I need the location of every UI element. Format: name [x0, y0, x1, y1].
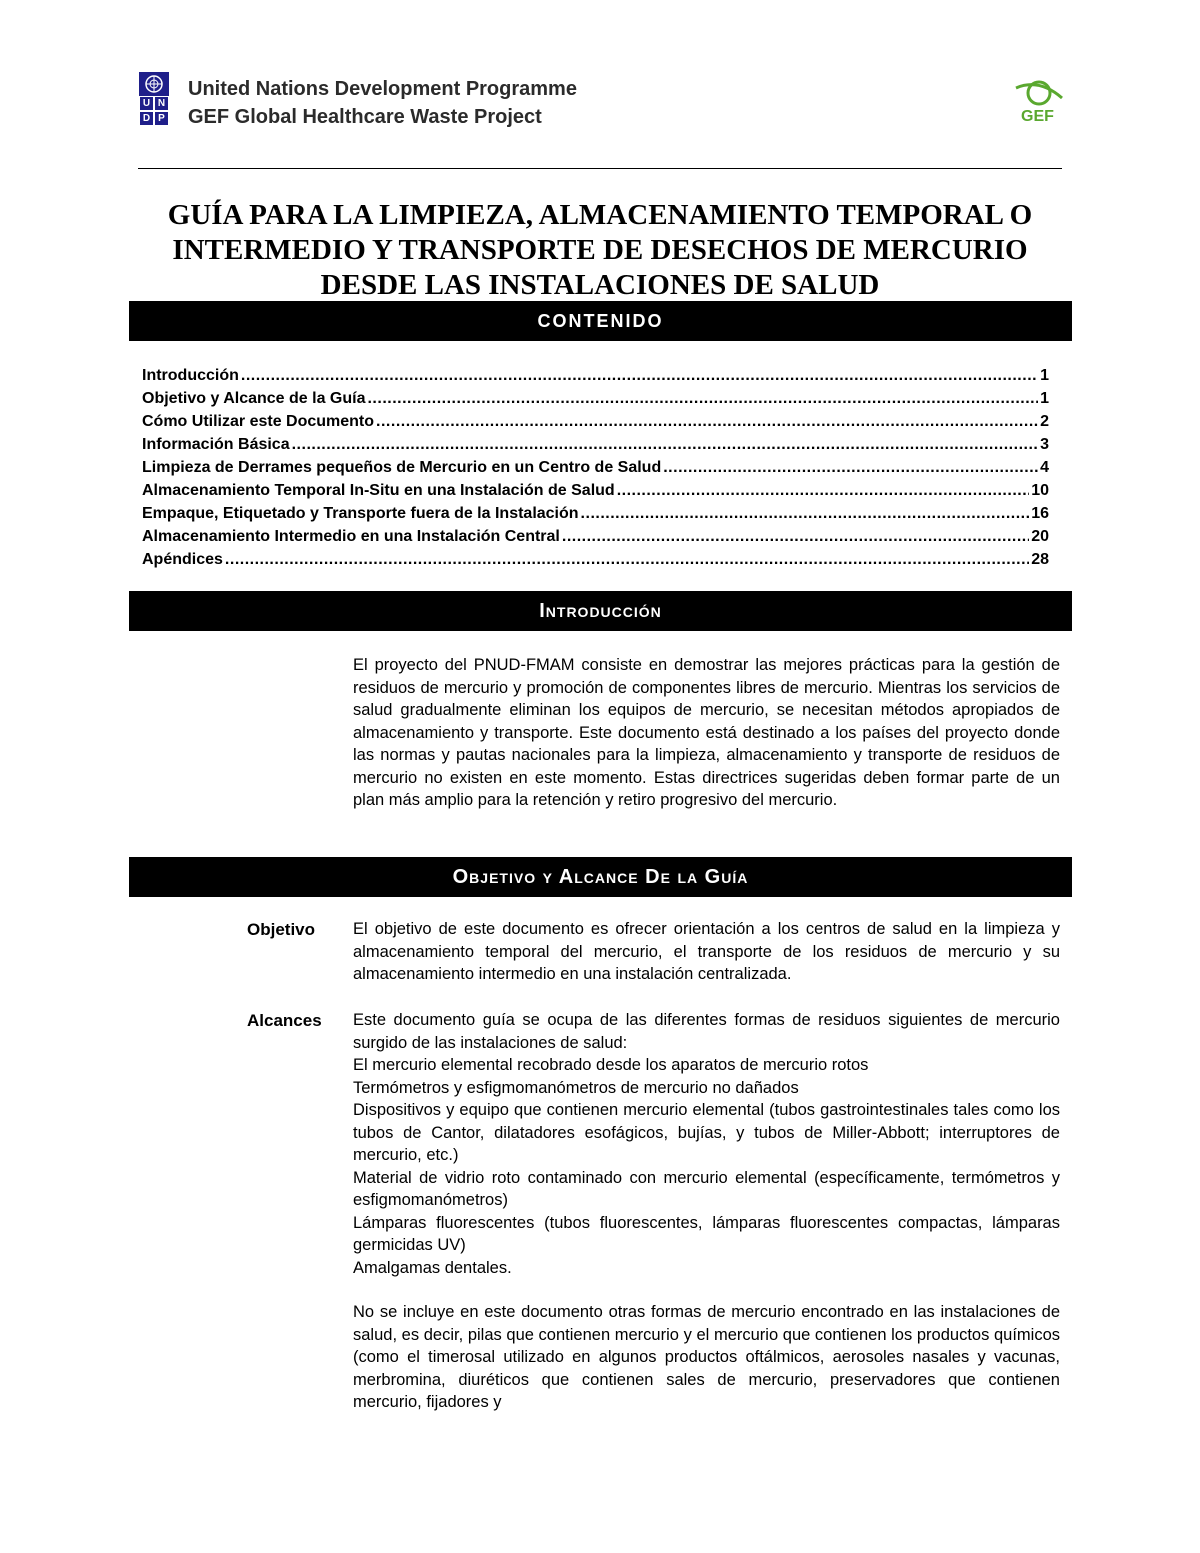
header-divider [138, 168, 1062, 169]
introduction-body: El proyecto del PNUD-FMAM consiste en demostrar las mejores prácticas para la gestión de residuos de mercurio y promoción de componentes libres de mercurio. Mientras los servicios de salud gradualmente eliminan los equipos de mercurio, se necesitan métodos apropiados de almacenamiento y transporte. Este documento está destinado a los países del proyecto donde las normas y pautas nacionales para la limpieza, almacenamiento y transporte de residuos de mercurio no existen en este momento. Estas directrices sugeridas deben formar parte de un plan más amplio para la retención y retiro progresivo del mercurio. [353, 656, 1060, 809]
introduction-heading: Introducción [129, 591, 1072, 631]
scope-item: Material de vidrio roto contaminado con mercurio elemental (específicamente, termómetros y esfigmomanómetros) [353, 1168, 1060, 1209]
toc-entry[interactable] [142, 410, 1049, 433]
toc-entry[interactable] [142, 433, 1049, 456]
toc-entry[interactable] [142, 502, 1049, 525]
toc-entry-page: 1 [1040, 367, 1049, 384]
toc-entry-label: Empaque, Etiquetado y Transporte fuera de la Instalación [142, 505, 579, 522]
title-line-2: INTERMEDIO Y TRANSPORTE DE DESECHOS DE MERCURIO [172, 234, 1028, 266]
table-of-contents [142, 364, 1049, 571]
undp-letter-u: U [139, 96, 154, 111]
un-emblem-icon [139, 72, 169, 96]
toc-entry-label: Almacenamiento Intermedio en una Instalación Central [142, 528, 560, 545]
toc-entry-label: Limpieza de Derrames pequeños de Mercurio en un Centro de Salud [142, 459, 662, 476]
undp-logo [139, 72, 169, 128]
scope-item: Dispositivos y equipo que contienen mercurio elemental (tubos gastrointestinales tales como los tubos de Cantor, dilatadores esofágicos, bujías, y tubos de Miller-Abbott; interruptores de mercurio, etc.) [353, 1101, 1060, 1164]
toc-entry[interactable] [142, 479, 1049, 502]
toc-entry[interactable] [142, 364, 1049, 387]
toc-entry-page: 1 [1040, 390, 1049, 407]
toc-entry-page: 2 [1040, 413, 1049, 430]
toc-entry[interactable] [142, 548, 1049, 571]
contents-heading: CONTENIDO [129, 301, 1072, 341]
objective-text: El objetivo de este documento es ofrecer orientación a los centros de salud en la limpieza y almacenamiento temporal del mercurio, el transporte de los residuos de mercurio y su almacenamiento intermedio en una instalación centralizada. [353, 920, 1060, 983]
scope-item: Termómetros y esfigmomanómetros de mercurio no dañados [353, 1078, 799, 1097]
toc-entry-label: Almacenamiento Temporal In-Situ en una Instalación de Salud [142, 482, 615, 499]
toc-entry-label: Información Básica [142, 436, 290, 453]
undp-letter-d: D [139, 111, 154, 126]
document-title [130, 198, 1070, 303]
scope-item: Lámparas fluorescentes (tubos fluorescentes, lámparas fluorescentes compactas, lámparas germicidas UV) [353, 1213, 1060, 1254]
toc-entry-page: 10 [1031, 482, 1049, 499]
title-line-1: GUÍA PARA LA LIMPIEZA, ALMACENAMIENTO TEMPORAL O [167, 199, 1033, 231]
title-line-3: DESDE LAS INSTALACIONES DE SALUD [320, 269, 880, 301]
toc-entry-page: 20 [1031, 528, 1049, 545]
scope-item: El mercurio elemental recobrado desde los aparatos de mercurio rotos [353, 1056, 869, 1074]
objective-label: Objetivo [247, 920, 316, 939]
exclusion-text: No se incluye en este documento otras formas de mercurio encontrado en las instalaciones de salud, es decir, pilas que contienen mercurio y el mercurio que contienen los productos químicos (como el timerosal utilizado en algunos productos oftálmicos, aerosoles nasales y vacunas, merbromina, diuréticos que contienen sales de mercurio, preservadores que contienen mercurio, fijadores y [353, 1303, 1060, 1411]
scope-item: Amalgamas dentales. [353, 1258, 512, 1277]
scope-intro: Este documento guía se ocupa de las diferentes formas de residuos siguientes de mercurio surgido de las instalaciones de salud: [353, 1011, 1060, 1052]
objective-scope-heading: Objetivo y Alcance De la Guía [129, 857, 1072, 897]
project-name: GEF Global Healthcare Waste Project [188, 106, 542, 128]
toc-entry-page: 28 [1031, 551, 1049, 568]
toc-entry-label: Objetivo y Alcance de la Guía [142, 390, 366, 407]
gef-logo-text: GEF [1021, 108, 1054, 125]
toc-entry-label: Apéndices [142, 551, 223, 568]
scope-block [353, 1009, 1060, 1279]
undp-letter-n: N [154, 96, 169, 111]
toc-entry-label: Cómo Utilizar este Documento [142, 413, 375, 430]
undp-letter-p: P [154, 111, 169, 126]
toc-entry-page: 16 [1031, 505, 1049, 522]
gef-logo [1012, 76, 1066, 130]
toc-entry[interactable] [142, 456, 1049, 479]
toc-entry[interactable] [142, 387, 1049, 410]
toc-entry-label: Introducción [142, 367, 239, 384]
toc-entry[interactable] [142, 525, 1049, 548]
toc-entry-page: 4 [1040, 459, 1049, 476]
org-name: United Nations Development Programme [188, 78, 577, 100]
toc-entry-page: 3 [1040, 436, 1049, 453]
gef-globe-icon [1012, 76, 1066, 110]
scope-label: Alcances [247, 1011, 322, 1030]
